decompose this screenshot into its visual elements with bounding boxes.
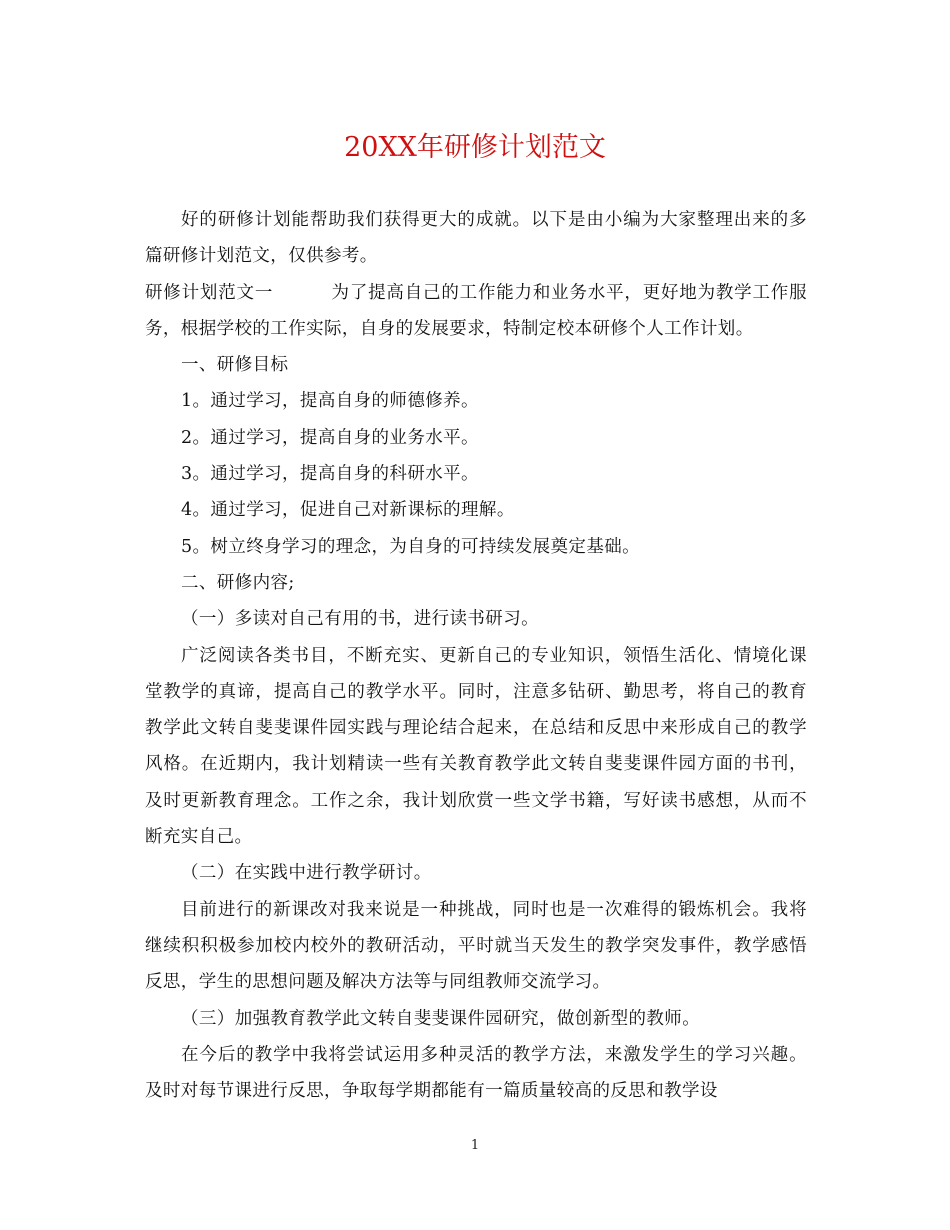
document-body xyxy=(145,202,807,1109)
page-number: 1 xyxy=(470,1138,480,1153)
goal-item-2: 2。通过学习，提高自身的业务水平。 xyxy=(181,427,479,448)
goal-item-4: 4。通过学习，促进自己对新课标的理解。 xyxy=(181,500,515,521)
subheading-reading: （一）多读对自己有用的书，进行读书研习。 xyxy=(181,609,539,630)
document-title: 20XX年研修计划范文 xyxy=(344,132,606,163)
section-text: 为了提高自己的工作能力和业务水平，更好地为教学工作服务，根据学校的工作实际，自身的发展要求，特制定校本研修个人工作计划。 xyxy=(145,282,807,339)
goal-item-5: 5。树立终身学习的理念，为自身的可持续发展奠定基础。 xyxy=(181,536,641,557)
intro-paragraph: 好的研修计划能帮助我们获得更大的成就。以下是由小编为大家整理出来的多篇研修计划范文，仅供参考。 xyxy=(145,210,807,267)
heading-goals: 一、研修目标 xyxy=(181,355,289,376)
paragraph-practice: 目前进行的新课改对我来说是一种挑战，同时也是一次难得的锻炼机会。我将继续积积极参加校内校外的教研活动，平时就当天发生的教学突发事件，教学感悟反思，学生的思想问题及解决方法等与同组教师交流学习。 xyxy=(145,899,807,993)
heading-content: 二、研修内容; xyxy=(181,572,295,593)
paragraph-research: 在今后的教学中我将尝试运用多种灵活的教学方法，来激发学生的学习兴趣。及时对每节课进行反思，争取每学期都能有一篇质量较高的反思和教学设 xyxy=(145,1044,807,1102)
section-label: 研修计划范文一 xyxy=(145,282,274,303)
goal-item-1: 1。通过学习，提高自身的师德修养。 xyxy=(181,391,479,412)
goal-item-3: 3。通过学习，提高自身的科研水平。 xyxy=(181,464,479,485)
section-one-paragraph xyxy=(145,275,807,348)
subheading-research: （三）加强教育教学此文转自斐斐课件园研究，做创新型的教师。 xyxy=(181,1008,701,1029)
subheading-practice: （二）在实践中进行教学研讨。 xyxy=(181,863,432,884)
paragraph-reading: 广泛阅读各类书目，不断充实、更新自己的专业知识，领悟生活化、情境化课堂教学的真谛，提高自己的教学水平。同时，注意多钻研、勤思考，将自己的教育教学此文转自斐斐课件园实践与理论结合起来，在总结和反思中来形成自己的教学风格。在近期内，我计划精读一些有关教育教学此文转自斐斐课件园方面的书刊，及时更新教育理念。工作之余，我计划欣赏一些文学书籍，写好读书感想，从而不断充实自己。 xyxy=(145,645,807,848)
